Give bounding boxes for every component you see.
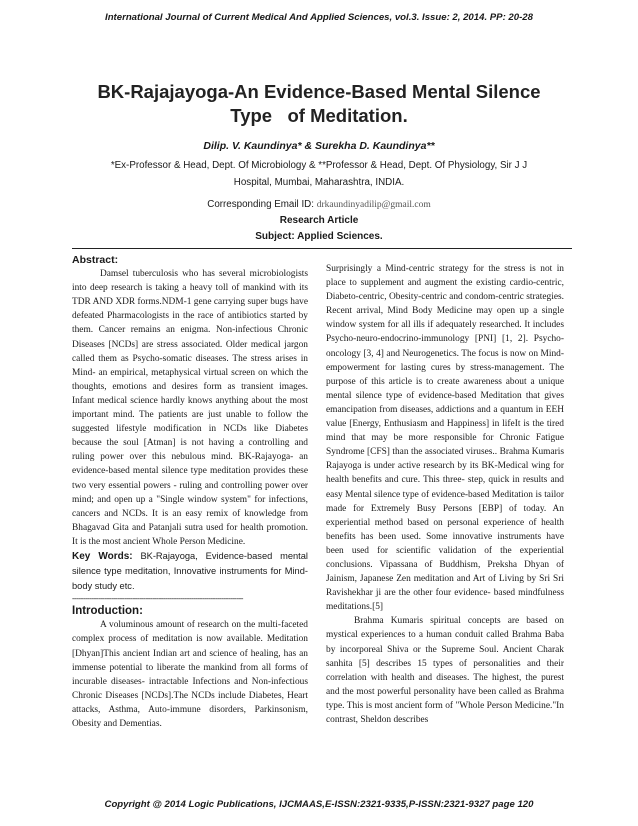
email-link[interactable]: drkaundinyadilip@gmail.com xyxy=(316,200,431,210)
title-line-2: Type of Meditation. xyxy=(230,105,408,126)
abstract-heading: Abstract: xyxy=(72,254,119,266)
right-column xyxy=(326,262,564,727)
header-rule xyxy=(72,248,572,249)
right-paragraph-1: Surprisingly a Mind-centric strategy for the stress is not in place to supplement and augment the existing cardio-centric, Diabeto-centric, Obesity-centric and condom-centric strategies. Recent arrival, Mind Body Medicine may open up a single window system for all ills if adequately researched. It includes Psycho-neuro-endocrino-immunology [PNI] [1, 2]. Psycho-oncology [3, 4] and Neurogenetics. The focus is now on Mind-empowerment for lasting cures by stress-management. The purpose of this article is to create awareness about a unique mental silence type of evidence-based Meditation that gives emancipation from diseases, addictions and a quantum in EEH value [Energy, Enthusiasm and Happiness] in lifeIt is the tired mind that may be more responsible for Chronic Fatigue Syndrome [CFS] than the associated viruses.. Brahma Kumaris Rajayoga is under active research by its BK-Medical wing for health benefits and cure. This three- step, quick in results and easy Mental silence type of evidence-based Meditation is tailor made for Extremely Busy Persons [EBP] of today. An experiential method based on personal experience of health benefits has been used. Some innovative instruments have been used for scientific validation of the experiential conclusions. Vipassana of Buddhism, Preksha Dhyan of Jainism, Japanese Zen meditation and Art of Living by Sri Sri Ravishekhar ji are the other four evidence- based mindfulness meditations.[5] xyxy=(326,264,564,613)
keywords xyxy=(72,549,308,594)
corresponding-email xyxy=(0,199,638,210)
paper-title xyxy=(60,80,578,128)
left-column xyxy=(72,253,308,731)
keywords-text: BK-Rajayoga, Evidence-based mental silence type meditation, Innovative instruments for Mind-body study etc. xyxy=(72,550,309,592)
affiliation xyxy=(76,157,562,191)
introduction-text: A voluminous amount of research on the multi-faceted complex process of meditation is now available. Meditation [Dhyan]This ancient Indian art and science of healing, has an immense potential to liberate the mankind from all forms of incurable diseases- intractable Infections and Non-infectious Chronic Diseases [NCDs].The NCDs include Diabetes, Heart attacks, Asthma, Auto-immune disorders, Parkinsonism, Obesity and Dementias. xyxy=(72,620,308,729)
corresponding-label: Corresponding Email ID: xyxy=(207,199,317,210)
affiliation-line-1: *Ex-Professor & Head, Dept. Of Microbiology & **Professor & Head, Dept. Of Physiology, Sir J J xyxy=(110,160,528,171)
abstract-text: Damsel tuberculosis who has several microbiologists into deep research is taking a heavy toll of mankind with its TDR AND XDR forms.NDM-1 gene carrying super bugs have defeated Pharmacologists in the race of antibiotics started by them. Cancer remains an enigma. Non-infectious Chronic Diseases [NCDs] are stress associated. Older medical jargon called them as Psycho-somatic diseases. The stress arises in Mind- an empirical, metaphysical virtual screen on which the thoughts, emotions and desires form as transient images. Infant medical science hardly knows anything about the most important mind. The patients are just unable to follow the suggested lifestyle modification in NCDs like Diabetes because the soul [Atman] is not having a controlling and ruling power over this nebulous mind. BK-Rajayoga- an evidence-based mental silence type meditation provides these two very essential powers - ruling and controlling power over mind; and open up a "Single window system" for infections, cancers and NCDs. It is an easy remix of knowledge from Bhagavad Gita and Patanjali sutra used for health promotion. It is the most ancient Whole Person Medicine. xyxy=(72,269,308,547)
separator-line: ------------------------------------------------------------------------------- xyxy=(72,594,243,604)
article-type: Research Article xyxy=(279,215,359,226)
subject: Subject: Applied Sciences. xyxy=(255,231,383,242)
affiliation-line-2: Hospital, Mumbai, Maharashtra, INDIA. xyxy=(233,177,405,188)
authors: Dilip. V. Kaundinya* & Surekha D. Kaundinya** xyxy=(203,140,435,152)
right-paragraph-2: Brahma Kumaris spiritual concepts are based on mystical experiences to a human conduit called Brahma Baba by incorporeal Shiva or the Supreme Soul. Ancient Charak sanhita [5] describes 15 types of personalities and their correlation with health and diseases. The highest, the purest and the most powerful personality have been called as Brahma type. This is most ancient form of "Whole Person Medicine."In contrast, Sheldon describes xyxy=(326,616,564,725)
title-line-1: BK-Rajajayoga-An Evidence-Based Mental Silence xyxy=(97,81,541,102)
journal-header: International Journal of Current Medical And Applied Sciences, vol.3. Issue: 2, 2014. PP: 20-28 xyxy=(105,12,533,23)
page-footer: Copyright @ 2014 Logic Publications, IJCMAAS,E-ISSN:2321-9335,P-ISSN:2321-9327 page 120 xyxy=(104,799,534,810)
keywords-label: Key Words: xyxy=(72,550,133,562)
introduction-heading: Introduction: xyxy=(72,605,143,618)
